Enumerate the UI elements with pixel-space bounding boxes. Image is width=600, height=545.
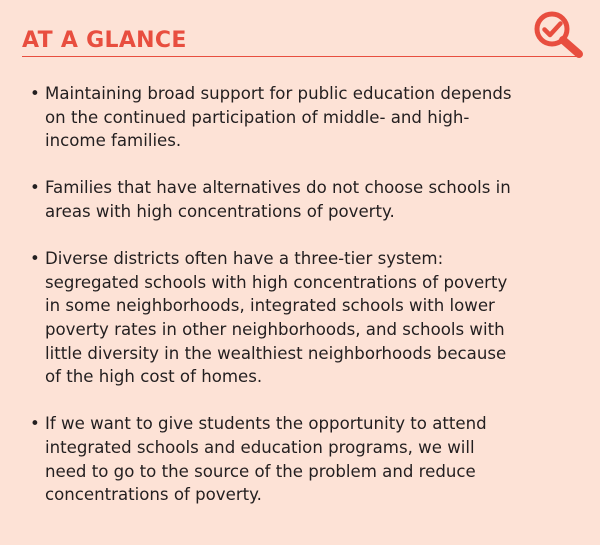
key-point-text-line: segregated schools with high concentrations of poverty [45, 272, 508, 292]
section-title: AT A GLANCE [22, 28, 187, 53]
key-points-list [30, 82, 590, 530]
key-point-1 [30, 82, 590, 153]
bullet-icon: • [30, 84, 40, 103]
bullet-icon: • [30, 414, 40, 434]
title-divider [22, 56, 578, 57]
key-point-text-line: concentrations of poverty. [45, 485, 262, 505]
key-point-2 [30, 176, 590, 223]
key-point-text-line: income families. [45, 131, 182, 151]
key-point-text-line: little diversity in the wealthiest neighborhoods because [45, 343, 507, 363]
key-point-text-line: Families that have alternatives do not choose schools in [45, 178, 511, 198]
key-point-text-line: integrated schools and education programs, we will [45, 437, 475, 457]
bullet-icon: • [30, 178, 40, 198]
key-point-4 [30, 412, 590, 506]
key-point-text-line: Diverse districts often have a three-tier system: [45, 249, 444, 269]
key-point-text-line: If we want to give students the opportunity to attend [45, 414, 487, 434]
bullet-icon: • [30, 249, 40, 269]
key-point-text-line: in some neighborhoods, integrated schools with lower [45, 296, 495, 316]
header [22, 28, 578, 58]
magnifier-check-icon [528, 6, 588, 60]
key-point-text-line: on the continued participation of middle- and high- [45, 107, 470, 127]
key-point-text-line: areas with high concentrations of poverty. [45, 201, 395, 221]
key-point-text-line: of the high cost of homes. [45, 367, 263, 387]
key-point-text-line: need to go to the source of the problem and reduce [45, 461, 476, 481]
key-point-3 [30, 247, 590, 389]
key-point-text-line: Maintaining broad support for public education depends [45, 84, 512, 103]
key-point-text-line: poverty rates in other neighborhoods, and schools with [45, 319, 505, 339]
